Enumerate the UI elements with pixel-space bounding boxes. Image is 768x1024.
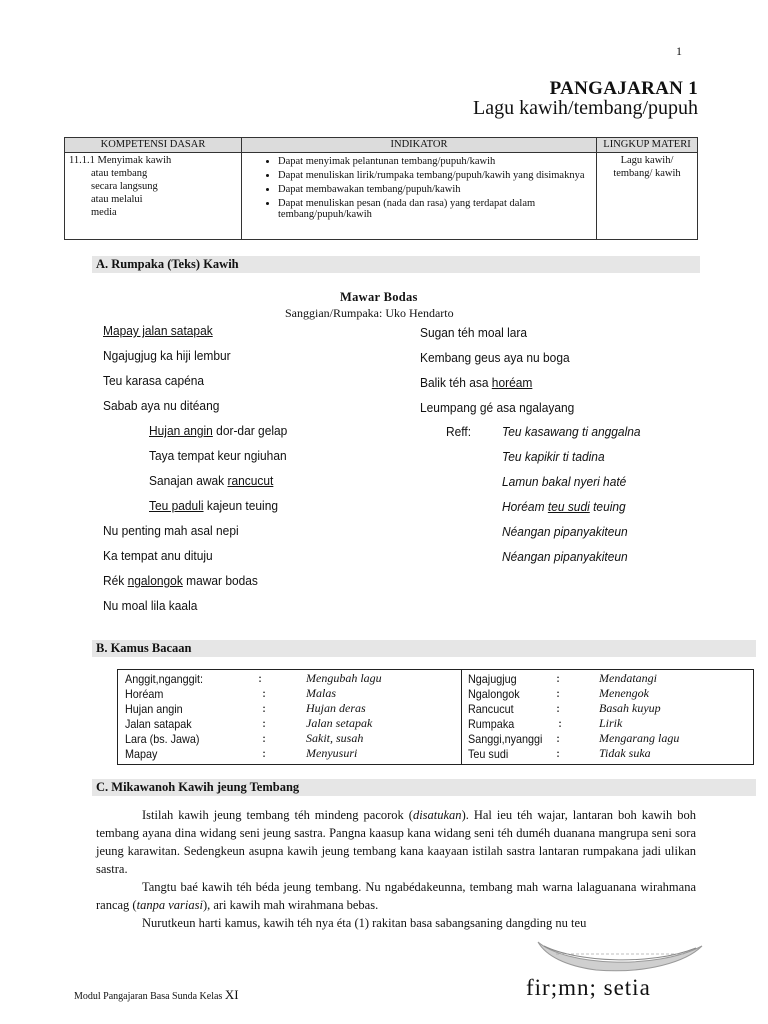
dict-meaning: Mengubah lagu [306,671,382,685]
lyric-line [420,375,532,390]
paragraph [96,878,696,914]
kd-line: media [91,207,117,218]
lyric-text: horéam [491,375,533,390]
lyric-line: Sabab aya nu ditéang [103,398,220,413]
dict-colon: : [556,731,561,745]
header-kompetensi: KOMPETENSI DASAR [65,138,242,153]
lyric-line: Lamun bakal nyeri haté [502,474,627,489]
body-text [96,806,696,932]
lyric-text: dor-dar gelap [212,423,288,438]
dict-meaning: Lirik [599,716,623,730]
dict-meaning: Sakit, susah [306,731,364,745]
dict-colon: : [262,686,267,700]
section-c-heading: C. Mikawanoh Kawih jeung Tembang [92,779,756,796]
lesson-title: PANGAJARAN 1 [549,78,698,99]
lyric-line [149,498,278,513]
song-title: Mawar Bodas [340,290,418,304]
scope-line: Lagu kawih/ [620,155,674,166]
dictionary-divider [461,669,462,765]
lyric-text: kajeun teuing [203,498,279,513]
section-a-heading: A. Rumpaka (Teks) Kawih [92,256,700,273]
paragraph-text: Tangtu baé kawih téh béda jeung tembang. Nu ngabédakeunna, tembang mah warna lalaguanana wirahmana rancag ( [96,880,696,912]
lyric-line [149,423,287,438]
header-indikator: INDIKATOR [242,138,597,153]
dict-term: Sanggi,nyanggi [468,732,543,746]
lyric-line: Sugan téh moal lara [420,325,528,340]
kd-line: secara langsung [91,181,158,192]
dict-meaning: Menyusuri [306,746,358,760]
dict-term: Horéam [125,687,164,701]
indicator-item: • Dapat membawakan tembang/pupuh/kawih [278,184,592,195]
kd-cell [65,153,242,240]
lyric-text: rancucut [227,473,274,488]
footer-grade: XI [224,987,239,1002]
kd-line: atau melalui [91,194,143,205]
lyric-text: Hujan angin [149,423,213,438]
dict-colon: : [262,716,267,730]
dict-colon: : [258,671,263,685]
lyric-line: Teu kapikir ti tadina [502,449,605,464]
dict-colon: : [262,701,267,715]
kd-line: 11.1.1 Menyimak kawih [69,155,172,166]
song-credit: Sanggian/Rumpaka: Uko Hendarto [285,306,454,320]
competency-table-row [65,153,698,240]
section-b-heading: B. Kamus Bacaan [92,640,756,657]
lyric-text: teuing [589,499,626,514]
header-lingkup: LINGKUP MATERI [597,138,698,153]
scope-line: tembang/ kawih [613,168,681,179]
lyric-line [502,499,626,514]
lyric-text: teu sudi [547,499,590,514]
footer-module [74,987,239,1003]
indicator-item: • Dapat menyimak pelantunan tembang/pupuh/kawih [278,156,592,167]
paragraph: Nurutkeun harti kamus, kawih téh nya éta (1) rakitan basa sabangsaning dangding nu teu [142,916,587,930]
dict-term: Rancucut [468,702,514,716]
dict-meaning: Basah kuyup [599,701,661,715]
lyric-line: Teu karasa capéna [103,373,205,388]
dict-colon: : [556,686,561,700]
lyric-line: Néangan pipanyakiteun [502,549,628,564]
page-number: 1 [676,44,682,58]
dict-meaning: Menengok [599,686,649,700]
dict-term: Anggit,nganggit: [125,672,204,686]
lyric-line: Ka tempat anu dituju [103,548,213,563]
lyric-text: Mapay jalan satapak [103,323,213,338]
lyric-line: Taya tempat keur ngiuhan [149,448,287,463]
dict-meaning: Hujan deras [306,701,366,715]
dict-term: Lara (bs. Jawa) [125,732,200,746]
dictionary-box [117,669,754,765]
lyric-text: Rék [103,573,128,588]
dict-colon: : [262,746,267,760]
indicator-list [246,156,592,220]
lyric-line: Nu penting mah asal nepi [103,523,239,538]
indicator-cell [242,153,597,240]
lyric-line: Ngajugjug ka hiji lembur [103,348,231,363]
dict-colon: : [262,731,267,745]
lyric-line [103,573,258,588]
competency-table [64,137,698,240]
dict-term: Jalan satapak [125,717,192,731]
paragraph-text: ), ari kawih mah wirahmana bebas. [202,898,379,912]
lyric-line: Teu kasawang ti anggalna [502,424,641,439]
dict-term: Ngalongok [468,687,520,701]
paragraph-italic: disatukan [412,808,462,822]
lyric-line: Nu moal lila kaala [103,598,198,613]
dict-term: Rumpaka [468,717,515,731]
lyric-text: Teu paduli [149,498,204,513]
indicator-item: • Dapat menuliskan lirik/rumpaka tembang/pupuh/kawih yang disimaknya [278,170,592,181]
dict-meaning: Mengarang lagu [599,731,680,745]
brand-logo-text: fir;mn; setia [526,975,651,1000]
lyric-line: Leumpang gé asa ngalayang [420,400,575,415]
dict-term: Hujan angin [125,702,183,716]
dict-colon: : [556,746,561,760]
dict-colon: : [558,716,563,730]
lesson-subtitle: Lagu kawih/tembang/pupuh [473,97,698,119]
dict-colon: : [556,671,561,685]
dict-meaning: Malas [306,686,336,700]
lyric-line: Néangan pipanyakiteun [502,524,628,539]
dict-colon: : [556,701,561,715]
lyric-text: Balik téh asa [420,375,492,390]
reff-label: Reff: [446,424,472,439]
dict-meaning: Mendatangi [599,671,657,685]
scope-cell [597,153,698,240]
paragraph-text: Istilah kawih jeung tembang téh mindeng pacorok ( [142,808,413,822]
dict-term: Mapay [125,747,158,761]
dict-meaning: Jalan setapak [306,716,373,730]
kd-line: atau tembang [91,168,148,179]
lyric-line [149,473,273,488]
competency-table-header-row [65,138,698,153]
boat-logo-icon [536,936,706,976]
dict-term: Teu sudi [468,747,509,761]
lyric-text: ngalongok [127,573,183,588]
lyric-line: Kembang geus aya nu boga [420,350,570,365]
lyric-text: mawar bodas [182,573,258,588]
lyric-text: Sanajan awak [149,473,228,488]
dict-term: Ngajugjug [468,672,517,686]
lyric-line [103,323,213,338]
lyric-text: Horéam [502,499,548,514]
paragraph-text: ). Hal ieu téh wajar, lantaran boh kawih boh tembang ayana dina widang seni jeung sastra. Pangna kaasup kana widang seni téh duméh duanana mangrupa seni sora jeung karawitan. Sedengkeun asupna kawih jeung tembang kana kaayaan istilah sastra lantaran rumpakana jadi ulikan sastra. [96,808,697,876]
paragraph-italic: tanpa variasi [136,898,203,912]
footer-module-text: Modul Pangajaran Basa Sunda Kelas [74,991,225,1002]
dict-meaning: Tidak suka [599,746,651,760]
indicator-item: • Dapat menuliskan pesan (nada dan rasa) yang terdapat dalam tembang/pupuh/kawih [278,198,592,220]
paragraph [96,806,696,878]
